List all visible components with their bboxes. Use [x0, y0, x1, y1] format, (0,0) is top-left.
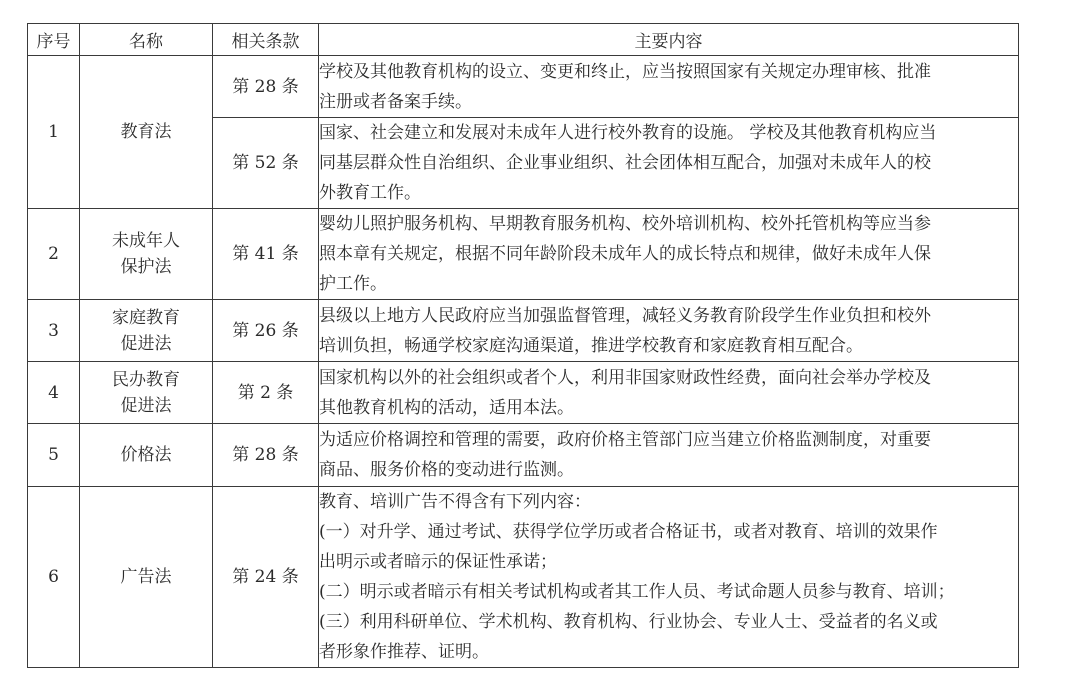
- table-row: [28, 424, 1019, 487]
- content-line: (二）明示或者暗示有相关考试机构或者其工作人员、考试命题人员参与教育、培训；: [319, 582, 955, 602]
- content-line: 出明示或者暗示的保证性承诺；: [319, 552, 557, 572]
- content-line: 教育、培训广告不得含有下列内容：: [319, 492, 591, 512]
- content-line: 学校及其他教育机构的设立、变更和终止，应当按照国家有关规定办理审核、批准: [319, 61, 931, 82]
- article-number: 第 26 条: [213, 300, 319, 362]
- article-content: [319, 118, 1019, 209]
- article-number: 第 2 条: [213, 362, 319, 424]
- law-name: [80, 424, 213, 487]
- header-name: 名称: [80, 24, 213, 56]
- article-number: 第 28 条: [213, 424, 319, 487]
- article-number: 第 41 条: [213, 209, 319, 300]
- law-table: [27, 23, 1019, 668]
- content-line: 照本章有关规定，根据不同年龄阶段未成年人的成长特点和规律，做好未成年人保: [319, 244, 931, 264]
- content-line: 外教育工作。: [319, 183, 421, 203]
- content-line: 者形象作推荐、证明。: [319, 642, 489, 662]
- article-number: 第 52 条: [213, 118, 319, 209]
- content-line: 国家机构以外的社会组织或者个人，利用非国家财政性经费，面向社会举办学校及: [319, 367, 931, 388]
- law-name: [80, 209, 213, 300]
- article-content: [319, 424, 1019, 487]
- law-name-line: 家庭教育: [112, 307, 180, 328]
- article-content: [319, 300, 1019, 362]
- content-line: 护工作。: [319, 274, 387, 294]
- table-row: [28, 209, 1019, 300]
- row-no: 2: [28, 209, 80, 300]
- law-name-line: 促进法: [120, 395, 172, 416]
- law-name-line: 教育法: [120, 122, 172, 142]
- header-no: 序号: [28, 24, 80, 56]
- content-line: (一）对升学、通过考试、获得学位学历或者合格证书，或者对教育、培训的效果作: [319, 522, 938, 542]
- content-line: 婴幼儿照护服务机构、早期教育服务机构、校外培训机构、校外托管机构等应当参: [319, 214, 931, 234]
- article-content: [319, 487, 1019, 668]
- law-name-line: 促进法: [120, 333, 172, 354]
- article-content: [319, 56, 1019, 118]
- law-name-line: 未成年人: [112, 231, 180, 251]
- row-no: 4: [28, 362, 80, 424]
- row-no: 3: [28, 300, 80, 362]
- header-content: 主要内容: [319, 24, 1019, 56]
- article-content: [319, 362, 1019, 424]
- table-row: [28, 487, 1019, 668]
- content-line: 县级以上地方人民政府应当加强监督管理，减轻义务教育阶段学生作业负担和校外: [319, 305, 931, 326]
- content-line: 商品、服务价格的变动进行监测。: [319, 460, 574, 480]
- content-line: 培训负担，畅通学校家庭沟通渠道，推进学校教育和家庭教育相互配合。: [319, 335, 863, 356]
- law-name-line: 价格法: [120, 445, 172, 465]
- row-no: 5: [28, 424, 80, 487]
- table-row: [28, 300, 1019, 362]
- header-row: [28, 24, 1019, 56]
- article-number: 第 24 条: [213, 487, 319, 668]
- row-no: 1: [28, 56, 80, 209]
- content-line: 为适应价格调控和管理的需要，政府价格主管部门应当建立价格监测制度，对重要: [319, 430, 931, 450]
- content-line: 其他教育机构的活动，适用本法。: [319, 397, 574, 418]
- law-name: [80, 300, 213, 362]
- law-name-line: 保护法: [120, 257, 172, 277]
- article-content: [319, 209, 1019, 300]
- content-line: (三）利用科研单位、学术机构、教育机构、行业协会、专业人士、受益者的名义或: [319, 612, 938, 632]
- content-line: 同基层群众性自治组织、企业事业组织、社会团体相互配合，加强对未成年人的校: [319, 153, 931, 173]
- table-row: [28, 362, 1019, 424]
- content-line: 国家、社会建立和发展对未成年人进行校外教育的设施。 学校及其他教育机构应当: [319, 123, 937, 143]
- law-name: [80, 487, 213, 668]
- row-no: 6: [28, 487, 80, 668]
- law-name-line: 民办教育: [112, 369, 180, 390]
- content-line: 注册或者备案手续。: [319, 91, 472, 112]
- article-number: 第 28 条: [213, 56, 319, 118]
- law-name-line: 广告法: [120, 567, 172, 587]
- law-name: [80, 56, 213, 209]
- header-article: 相关条款: [213, 24, 319, 56]
- law-name: [80, 362, 213, 424]
- table-row: [28, 56, 1019, 118]
